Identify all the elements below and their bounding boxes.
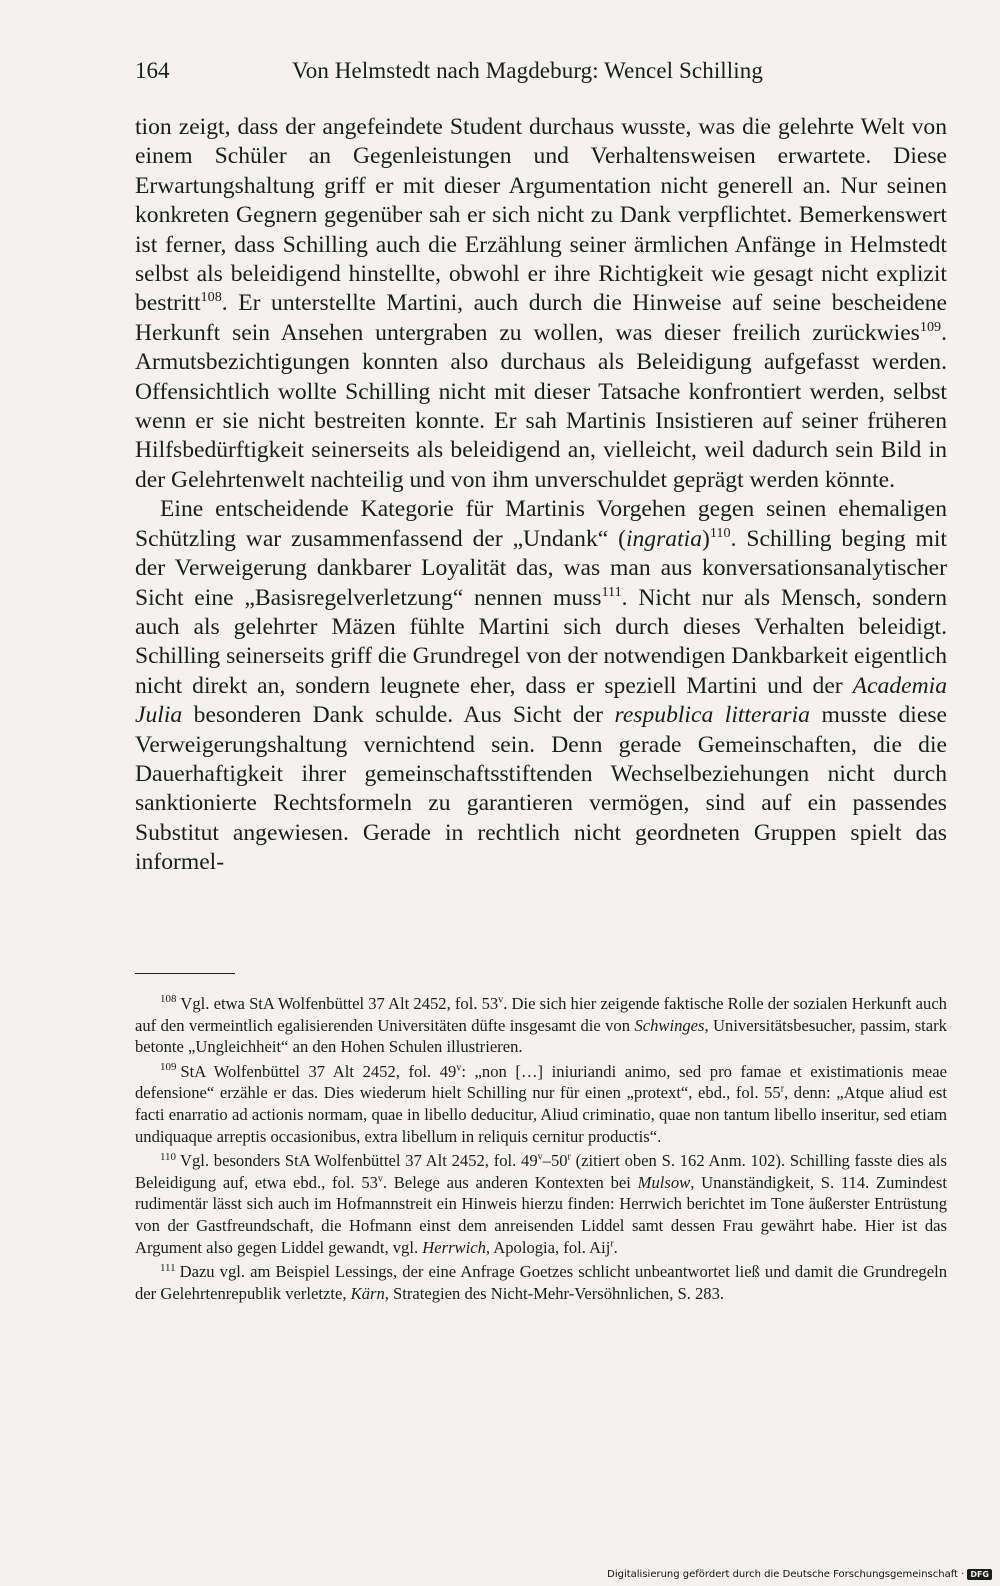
footnote-108: $^{108}$ Vgl. etwa StA Wolfenbüttel 37 Alt 2452, fol. 53$^v$. Die sich hier zeigende faktische Rolle der sozialen Herkunft auch auf den vermeintlich egalisierenden Universitäten düfte insgesamt die von Schwinges, Universitätsbesucher, passim, stark betonte „Ungleichheit“ an den Hohen Schulen illustrieren. <box>135 993 947 1057</box>
dfg-logo: DFG <box>967 1569 992 1580</box>
footnote-110: $^{110}$ Vgl. besonders StA Wolfenbüttel 37 Alt 2452, fol. 49$^v$–50$^r$ (zitiert oben S. 162 Anm. 102). Schilling fasste dies als Beleidigung auf, etwa ebd., fol. 53$^v$. Belege aus anderen Kontexten bei Mulsow, Unanständigkeit, S. 114. Zumindest rudimentär lässt sich auch im Hofmannstreit ein Hinweis hierzu finden: Herrwich berichtet im Tone äußerster Entrüstung von der Gastfreundschaft, die Hofmann einst dem anreisenden Liddel samt dessen Frau gewährt habe. Hier ist das Argument also gegen Liddel gewandt, vgl. Herrwich, Apologia, fol. Aij$^r$. <box>135 1150 947 1257</box>
footnote-109: $^{109}$ StA Wolfenbüttel 37 Alt 2452, fol. 49$^v$: „non […] iniuriandi animo, sed pro famae et existimationis meae defensione“ erzähle er das. Dies wiederum hielt Schilling nur für einen „protext“, ebd., fol. 55$^r$, denn: „Atque aliud est facti enarratio ad actionis normam, quae in libello deducitur, Aliud criminatio, quae non tantum libello inseritur, sed etiam undiquaque arreptis occasionibus, extra libellum in reliquis cernitur productis“. <box>135 1061 948 1146</box>
footnote-ref-108[interactable]: 108 <box>200 289 222 306</box>
footnote-ref-110[interactable]: 110 <box>709 524 731 541</box>
footnote-ref-111[interactable]: 111 <box>601 583 622 600</box>
footnote-ref-109[interactable]: 109 <box>919 318 942 335</box>
body-text <box>135 113 947 878</box>
page-number: 164 <box>135 58 170 83</box>
digitization-footer <box>607 1569 992 1580</box>
footnote-rule <box>135 973 235 974</box>
footnote-111: $^{111}$ Dazu vgl. am Beispiel Lessings, der eine Anfrage Goetzes schlicht unbeantwortet ließ und damit die Grundregeln der Gelehrtenrepublik verletzte, Kärn, Strategien des Nicht-Mehr-Versöhnlichen, S. 283. <box>135 1261 947 1303</box>
paragraph-1: tion zeigt, dass der angefeindete Student durchaus wusste, was die gelehrte Welt von einem Schüler an Gegenleistungen und Verhaltensweisen erwartete. Diese Erwartungshaltung griff er mit dieser Argumentation nicht generell an. Nur seinen konkreten Gegnern gegenüber sah er sich nicht zu Dank verpflichtet. Bemerkenswert ist ferner, dass Schilling auch die Erzählung seiner ärmlichen Anfänge in Helmstedt selbst als beleidigend hinstellte, obwohl er ihre Richtigkeit wie gesagt nicht explizit bestritt$^{108}$. Er unterstellte Martini, auch durch die Hinweise auf seine bescheidene Herkunft sein Ansehen untergraben zu wollen, was dieser freilich zurückwies$^{109}$. Armutsbezichtigungen konnten also durchaus als Beleidigung aufgefasst werden. Offensichtlich wollte Schilling nicht mit dieser Tatsache konfrontiert werden, selbst wenn er sie nicht bestreiten konnte. Er sah Martinis Insistieren auf seiner früheren Hilfsbedürftigkeit seinerseits als beleidigend an, vielleicht, weil dadurch sein Bild in der Gelehrtenwelt nachteilig und von ihm unverschuldet geprägt werden könnte. <box>135 114 947 493</box>
page-header <box>135 52 865 92</box>
paragraph-2: Eine entscheidende Kategorie für Martinis Vorgehen gegen seinen ehemaligen Schützling war zusammenfassend der „Undank“ (ingratia)$^{110}$. Schilling beging mit der Verweigerung dankbarer Loyalität das, was man aus konversationsanalytischer Sicht eine „Basisregelverletzung“ nennen muss$^{111}$. Nicht nur als Mensch, sondern auch als gelehrter Mäzen fühlte Martini sich durch dieses Verhalten beleidigt. Schilling seinerseits griff die Grundregel von der notwendigen Dankbarkeit eigentlich nicht direkt an, sondern leugnete eher, dass er speziell Martini und der Academia Julia besonderen Dank schulde. Aus Sicht der respublica litteraria musste diese Verweigerungshaltung vernichtend sein. Denn gerade Gemeinschaften, die die Dauerhaftigkeit ihrer gemeinschaftsstiftenden Wechselbeziehungen nicht durch sanktionierte Rechtsformeln zu garantieren vermögen, sind auf ein passendes Substitut angewiesen. Gerade in rechtlich nicht geordneten Gruppen spielt das informel- <box>135 496 947 876</box>
running-title: Von Helmstedt nach Magdeburg: Wencel Schilling <box>292 58 763 83</box>
footer-credit: Digitalisierung gefördert durch die Deutsche Forschungsgemeinschaft · <box>607 1569 965 1580</box>
footnotes <box>135 993 947 1307</box>
